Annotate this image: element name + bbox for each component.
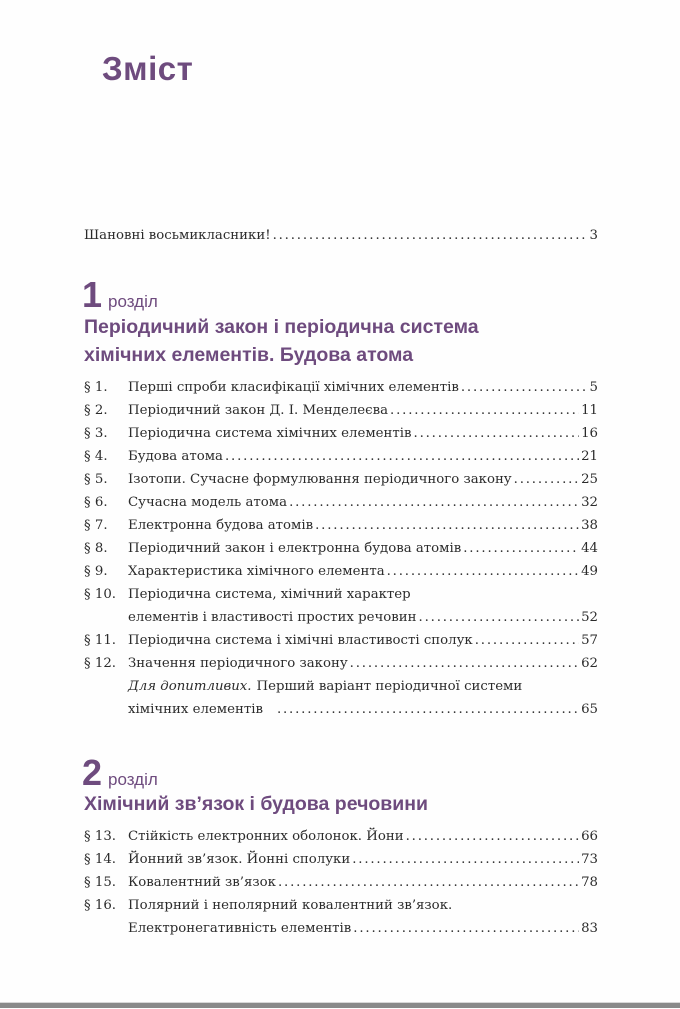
toc-entry-text: Перший варіант періодичної системи — [256, 679, 523, 694]
toc-entry-10-line1[interactable] — [84, 587, 598, 607]
toc-entry-text-continued: хімічних елементів — [128, 702, 263, 717]
toc-section-number: § 13. — [84, 829, 117, 844]
toc-page-number: 38 — [581, 518, 598, 533]
leader-dots — [315, 518, 579, 533]
toc-entry-3[interactable] — [84, 426, 598, 446]
toc-section-number: § 9. — [84, 564, 108, 579]
leader-dots — [352, 852, 579, 867]
toc-page-number: 44 — [581, 541, 598, 556]
toc-entry-12[interactable] — [84, 656, 598, 676]
leader-dots — [353, 921, 579, 936]
toc-page-number: 57 — [581, 633, 598, 648]
toc-entry-text: Електронна будова атомів — [128, 518, 314, 533]
leader-dots — [350, 656, 579, 671]
chapter-number: 2 — [82, 752, 103, 793]
toc-page-number: 5 — [589, 380, 598, 395]
toc-page-number: 49 — [581, 564, 598, 579]
toc-entry-14[interactable] — [84, 852, 598, 872]
toc-entry-16-line1[interactable] — [84, 898, 598, 918]
toc-entry-10-line2[interactable] — [84, 610, 598, 630]
leader-dots — [390, 403, 579, 418]
toc-entry-text: Періодична система і хімічні властивості сполук — [128, 633, 473, 648]
leader-dots — [419, 610, 580, 625]
toc-page-number: 83 — [581, 921, 598, 936]
toc-section-number: § 15. — [84, 875, 117, 890]
leader-dots — [406, 829, 579, 844]
toc-entry-text: Йонний зв’язок. Йонні сполуки — [128, 852, 351, 867]
toc-entry-text: Ковалентний зв’язок — [128, 875, 276, 890]
toc-entry-15[interactable] — [84, 875, 598, 895]
chapter-title-line: Періодичний закон і періодична система — [84, 316, 479, 338]
toc-entry-9[interactable] — [84, 564, 598, 584]
toc-page-number: 65 — [581, 702, 598, 717]
leader-dots — [463, 541, 579, 556]
leader-dots — [414, 426, 580, 441]
toc-entry-4[interactable] — [84, 449, 598, 469]
toc-section-number: § 5. — [84, 472, 108, 487]
leader-dots — [273, 228, 588, 243]
toc-section-number: § 7. — [84, 518, 108, 533]
toc-italic-prefix: Для допитливих. — [128, 679, 252, 694]
chapter-title-line: хімічних елементів. Будова атома — [84, 344, 414, 366]
leader-dots — [225, 449, 579, 464]
toc-entry-text: Періодичний закон і електронна будова атомів — [128, 541, 462, 556]
chapter-label: розділ — [108, 770, 158, 789]
toc-page-number: 11 — [581, 403, 598, 418]
leader-dots — [277, 702, 579, 717]
chapter-label: розділ — [108, 292, 158, 311]
toc-entry-5[interactable] — [84, 472, 598, 492]
toc-page-number: 16 — [581, 426, 598, 441]
toc-section-number: § 10. — [84, 587, 117, 602]
toc-page-number: 32 — [581, 495, 598, 510]
page-title: Зміст — [102, 50, 194, 87]
toc-section-number: § 12. — [84, 656, 117, 671]
toc-section-number: § 8. — [84, 541, 108, 556]
toc-entry-11[interactable] — [84, 633, 598, 653]
toc-entry-7[interactable] — [84, 518, 598, 538]
toc-entry-text: Сучасна модель атома — [128, 495, 288, 510]
toc-page-number: 52 — [581, 610, 598, 625]
toc-entry-text: Будова атома — [128, 449, 223, 464]
chapter-1-header — [82, 274, 158, 316]
toc-entry-text: Характеристика хімічного елемента — [128, 564, 385, 579]
toc-page-number: 73 — [581, 852, 598, 867]
toc-section-number: § 11. — [84, 633, 117, 648]
toc-entry-text: Періодична система хімічних елементів — [128, 426, 412, 441]
toc-page-number: 21 — [581, 449, 598, 464]
toc-section-number: § 3. — [84, 426, 108, 441]
chapter-number: 1 — [82, 274, 103, 315]
toc-section-number: § 6. — [84, 495, 108, 510]
toc-section-number: § 14. — [84, 852, 117, 867]
toc-entry-8[interactable] — [84, 541, 598, 561]
toc-entry-text-continued: Електронегативність елементів — [128, 921, 352, 936]
toc-entry-text: Стійкість електронних оболонок. Йони — [128, 829, 404, 844]
toc-entry-text: Періодичний закон Д. І. Менделеєва — [128, 403, 389, 418]
chapter-1-title[interactable] — [84, 313, 479, 369]
toc-entry-6[interactable] — [84, 495, 598, 515]
leader-dots — [387, 564, 579, 579]
toc-page-number: 3 — [589, 228, 598, 243]
leader-dots — [289, 495, 579, 510]
toc-entry-extra-line1[interactable] — [84, 679, 598, 699]
toc-entry-text: Шановні восьмикласники! — [84, 228, 271, 243]
chapter-title-line: Хімічний зв’язок і будова речовини — [84, 793, 429, 815]
toc-entry-16-line2[interactable] — [84, 921, 598, 941]
toc-page-number: 78 — [581, 875, 598, 890]
toc-entry-2[interactable] — [84, 403, 598, 423]
leader-dots — [461, 380, 588, 395]
toc-section-number: § 4. — [84, 449, 108, 464]
leader-dots — [514, 472, 579, 487]
toc-page-number: 62 — [581, 656, 598, 671]
toc-page-number: 25 — [581, 472, 598, 487]
toc-section-number: § 1. — [84, 380, 108, 395]
page-bottom-border — [0, 1002, 680, 1008]
toc-page-number: 66 — [581, 829, 598, 844]
toc-section-number: § 2. — [84, 403, 108, 418]
toc-entry-intro[interactable] — [84, 228, 598, 248]
toc-entry-text: Ізотопи. Сучасне формулювання періодичного закону — [128, 472, 512, 487]
toc-entry-text: Полярний і неполярний ковалентний зв’язок. — [128, 898, 453, 913]
leader-dots — [475, 633, 579, 648]
chapter-2-title[interactable] — [84, 790, 428, 818]
toc-entry-text: Періодична система, хімічний характер — [128, 587, 411, 602]
toc-entry-text-continued: елементів і властивості простих речовин — [128, 610, 417, 625]
leader-dots — [278, 875, 579, 890]
chapter-2-header — [82, 752, 158, 794]
toc-section-number: § 16. — [84, 898, 117, 913]
toc-entry-13[interactable] — [84, 829, 598, 849]
toc-entry-1[interactable] — [84, 380, 598, 400]
toc-entry-text: Перші спроби класифікації хімічних елементів — [128, 380, 459, 395]
toc-entry-text: Значення періодичного закону — [128, 656, 348, 671]
toc-entry-extra-line2[interactable] — [84, 702, 598, 722]
